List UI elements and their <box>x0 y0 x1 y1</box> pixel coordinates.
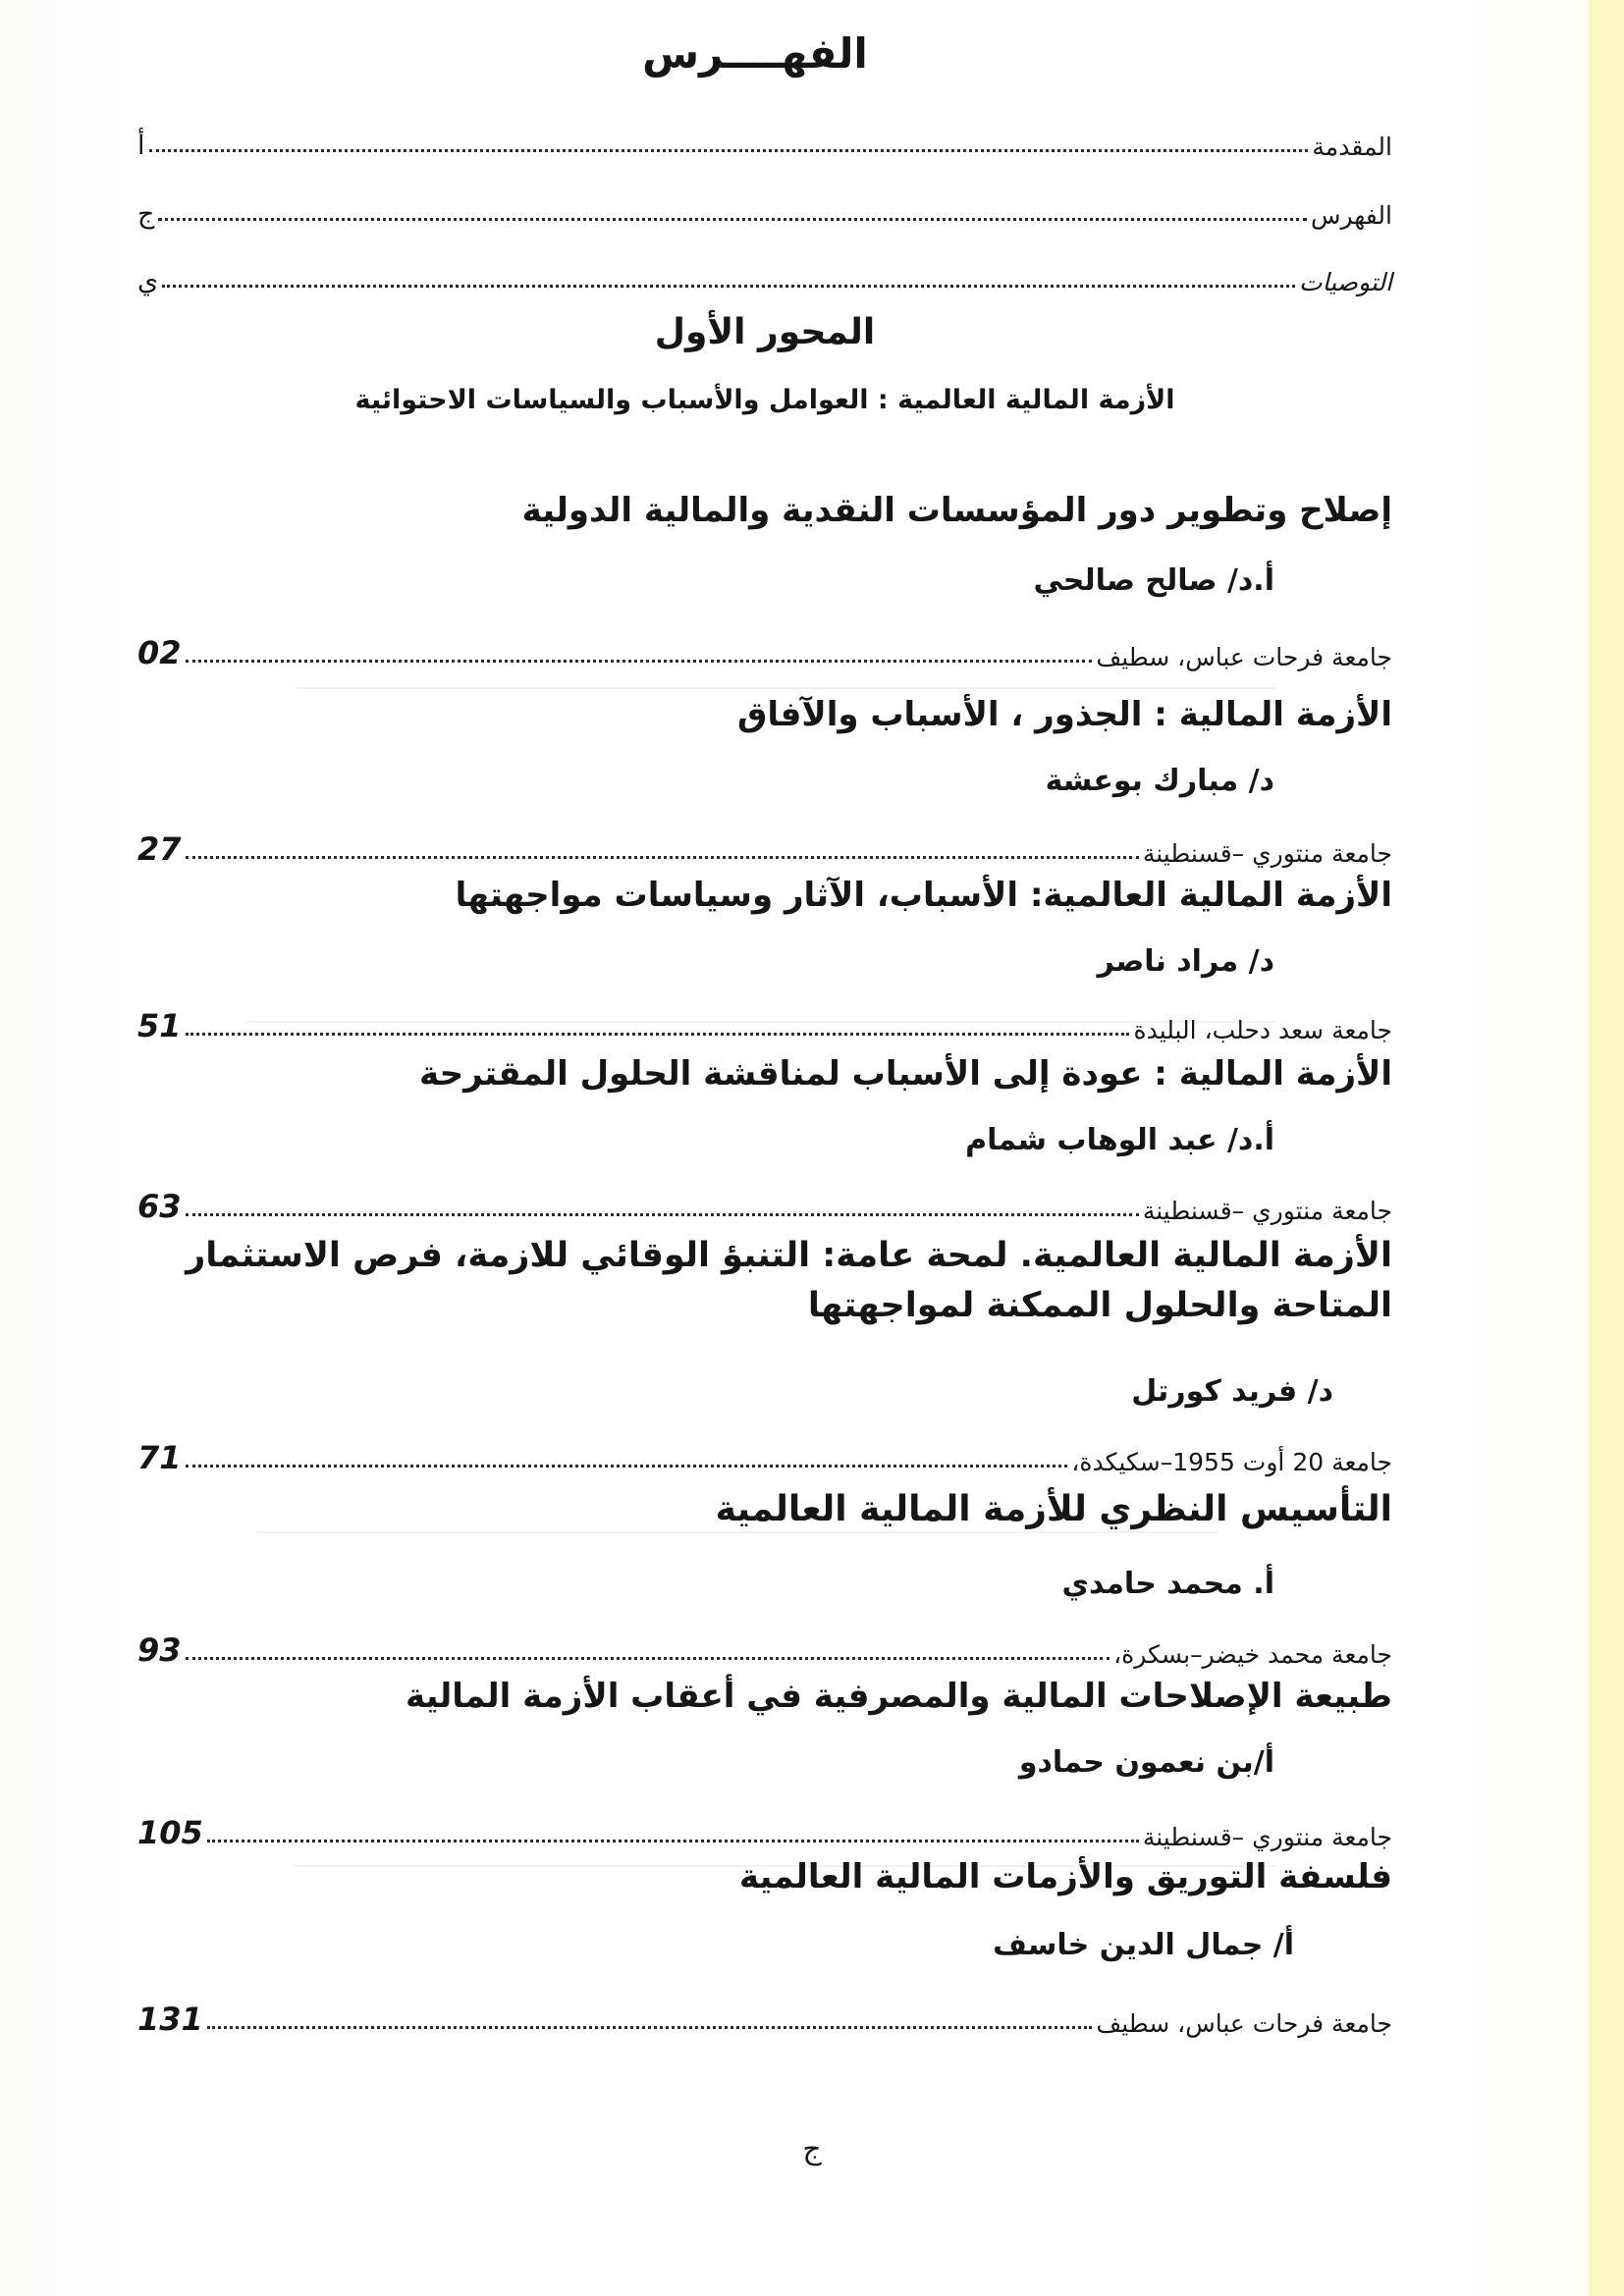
bleed-through-line <box>295 687 1276 689</box>
paper-affiliation: جامعة فرحات عباس، سطيف <box>1096 643 1392 671</box>
paper-title: الأزمة المالية العالمية: الأسباب، الآثار وسياسات مواجهتها <box>455 876 1392 915</box>
toc-row-paper[interactable] <box>137 1985 1392 2038</box>
paper-author: أ/ جمال الدين خاسف <box>993 1928 1294 1962</box>
paper-title: الأزمة المالية العالمية. لمحة عامة: التنبؤ الوقائي للازمة، فرص الاستثمار المتاحة والحلول الممكنة لمواجهتها <box>186 1236 1392 1325</box>
toc-row-paper[interactable] <box>137 1423 1392 1476</box>
paper-author: أ. محمد حامدي <box>1061 1567 1274 1601</box>
paper-title: إصلاح وتطوير دور المؤسسات النقدية والمالية الدولية <box>521 491 1392 530</box>
leader-dots <box>186 1213 1139 1216</box>
paper-author: د/ مبارك بوعشة <box>1045 764 1274 798</box>
page-title: الفهــــرس <box>642 29 868 78</box>
paper-affiliation: جامعة محمد خيضر–بسكرة، <box>1113 1640 1392 1669</box>
toc-page: 02 <box>137 634 182 671</box>
toc-page: 93 <box>137 1631 182 1669</box>
paper-title: الأزمة المالية : عودة إلى الأسباب لمناقشة الحلول المقترحة <box>419 1054 1392 1094</box>
leader-dots <box>207 1840 1139 1842</box>
toc-label: المقدمة <box>1312 133 1392 161</box>
toc-page: ج <box>137 199 155 230</box>
paper-affiliation: جامعة منتوري –قسنطينة <box>1142 839 1392 868</box>
paper-author: د/ فريد كورتل <box>1131 1374 1333 1409</box>
section-title: المحور الأول <box>654 312 876 352</box>
leader-dots <box>162 285 1295 288</box>
paper-affiliation: جامعة سعد دحلب، البليدة <box>1133 1016 1392 1044</box>
paper-affiliation: جامعة منتوري –قسنطينة <box>1142 1197 1392 1225</box>
toc-page: ي <box>137 266 159 296</box>
toc-page: 63 <box>137 1188 182 1225</box>
toc-page: أ <box>137 131 145 161</box>
toc-row-paper[interactable] <box>137 815 1392 868</box>
paper-author: د/ مراد ناصر <box>1097 944 1274 979</box>
toc-page: 51 <box>137 1007 182 1044</box>
toc-row-paper[interactable] <box>137 991 1392 1044</box>
paper-author: أ/بن نعمون حمادو <box>1018 1745 1274 1780</box>
paper-title: التأسيس النظري للأزمة المالية العالمية <box>715 1489 1392 1529</box>
leader-dots <box>186 856 1139 859</box>
leader-dots <box>149 149 1309 152</box>
toc-row-recommendations[interactable] <box>137 243 1392 296</box>
leader-dots <box>186 1657 1110 1660</box>
toc-page: 131 <box>137 2001 203 2038</box>
paper-author: أ.د/ عبد الوهاب شمام <box>965 1123 1274 1157</box>
toc-row-paper[interactable] <box>137 618 1392 671</box>
leader-dots <box>207 2026 1093 2029</box>
toc-row-introduction[interactable] <box>137 108 1392 161</box>
toc-page: 27 <box>137 830 182 868</box>
leader-dots <box>158 218 1307 221</box>
section-subtitle: الأزمة المالية العالمية : العوامل والأسباب والسياسات الاحتوائية <box>354 385 1175 415</box>
paper-affiliation: جامعة فرحات عباس، سطيف <box>1096 2009 1392 2038</box>
paper-author: أ.د/ صالح صالحي <box>1033 563 1274 598</box>
toc-page: 105 <box>137 1814 203 1851</box>
toc-row-paper[interactable] <box>137 1616 1392 1669</box>
toc-page: 71 <box>137 1439 182 1476</box>
leader-dots <box>186 1465 1068 1468</box>
paper-affiliation: جامعة منتوري –قسنطينة <box>1142 1823 1392 1851</box>
toc-row-index[interactable] <box>137 177 1392 230</box>
paper-affiliation: جامعة 20 أوت 1955–سكيكدة، <box>1071 1448 1392 1476</box>
paper-title: الأزمة المالية : الجذور ، الأسباب والآفاق <box>736 695 1392 734</box>
toc-label: الفهرس <box>1310 201 1392 230</box>
paper-title: فلسفة التوريق والأزمات المالية العالمية <box>738 1857 1392 1896</box>
leader-dots <box>186 660 1093 663</box>
toc-row-paper[interactable] <box>137 1798 1392 1851</box>
page-edge <box>1589 0 1624 2296</box>
leader-dots <box>186 1033 1130 1036</box>
toc-row-paper[interactable] <box>137 1172 1392 1225</box>
page-number-footer: ج <box>802 2132 822 2166</box>
paper-title: طبيعة الإصلاحات المالية والمصرفية في أعقاب الأزمة المالية <box>406 1677 1392 1716</box>
toc-label: التوصيات <box>1299 268 1392 296</box>
